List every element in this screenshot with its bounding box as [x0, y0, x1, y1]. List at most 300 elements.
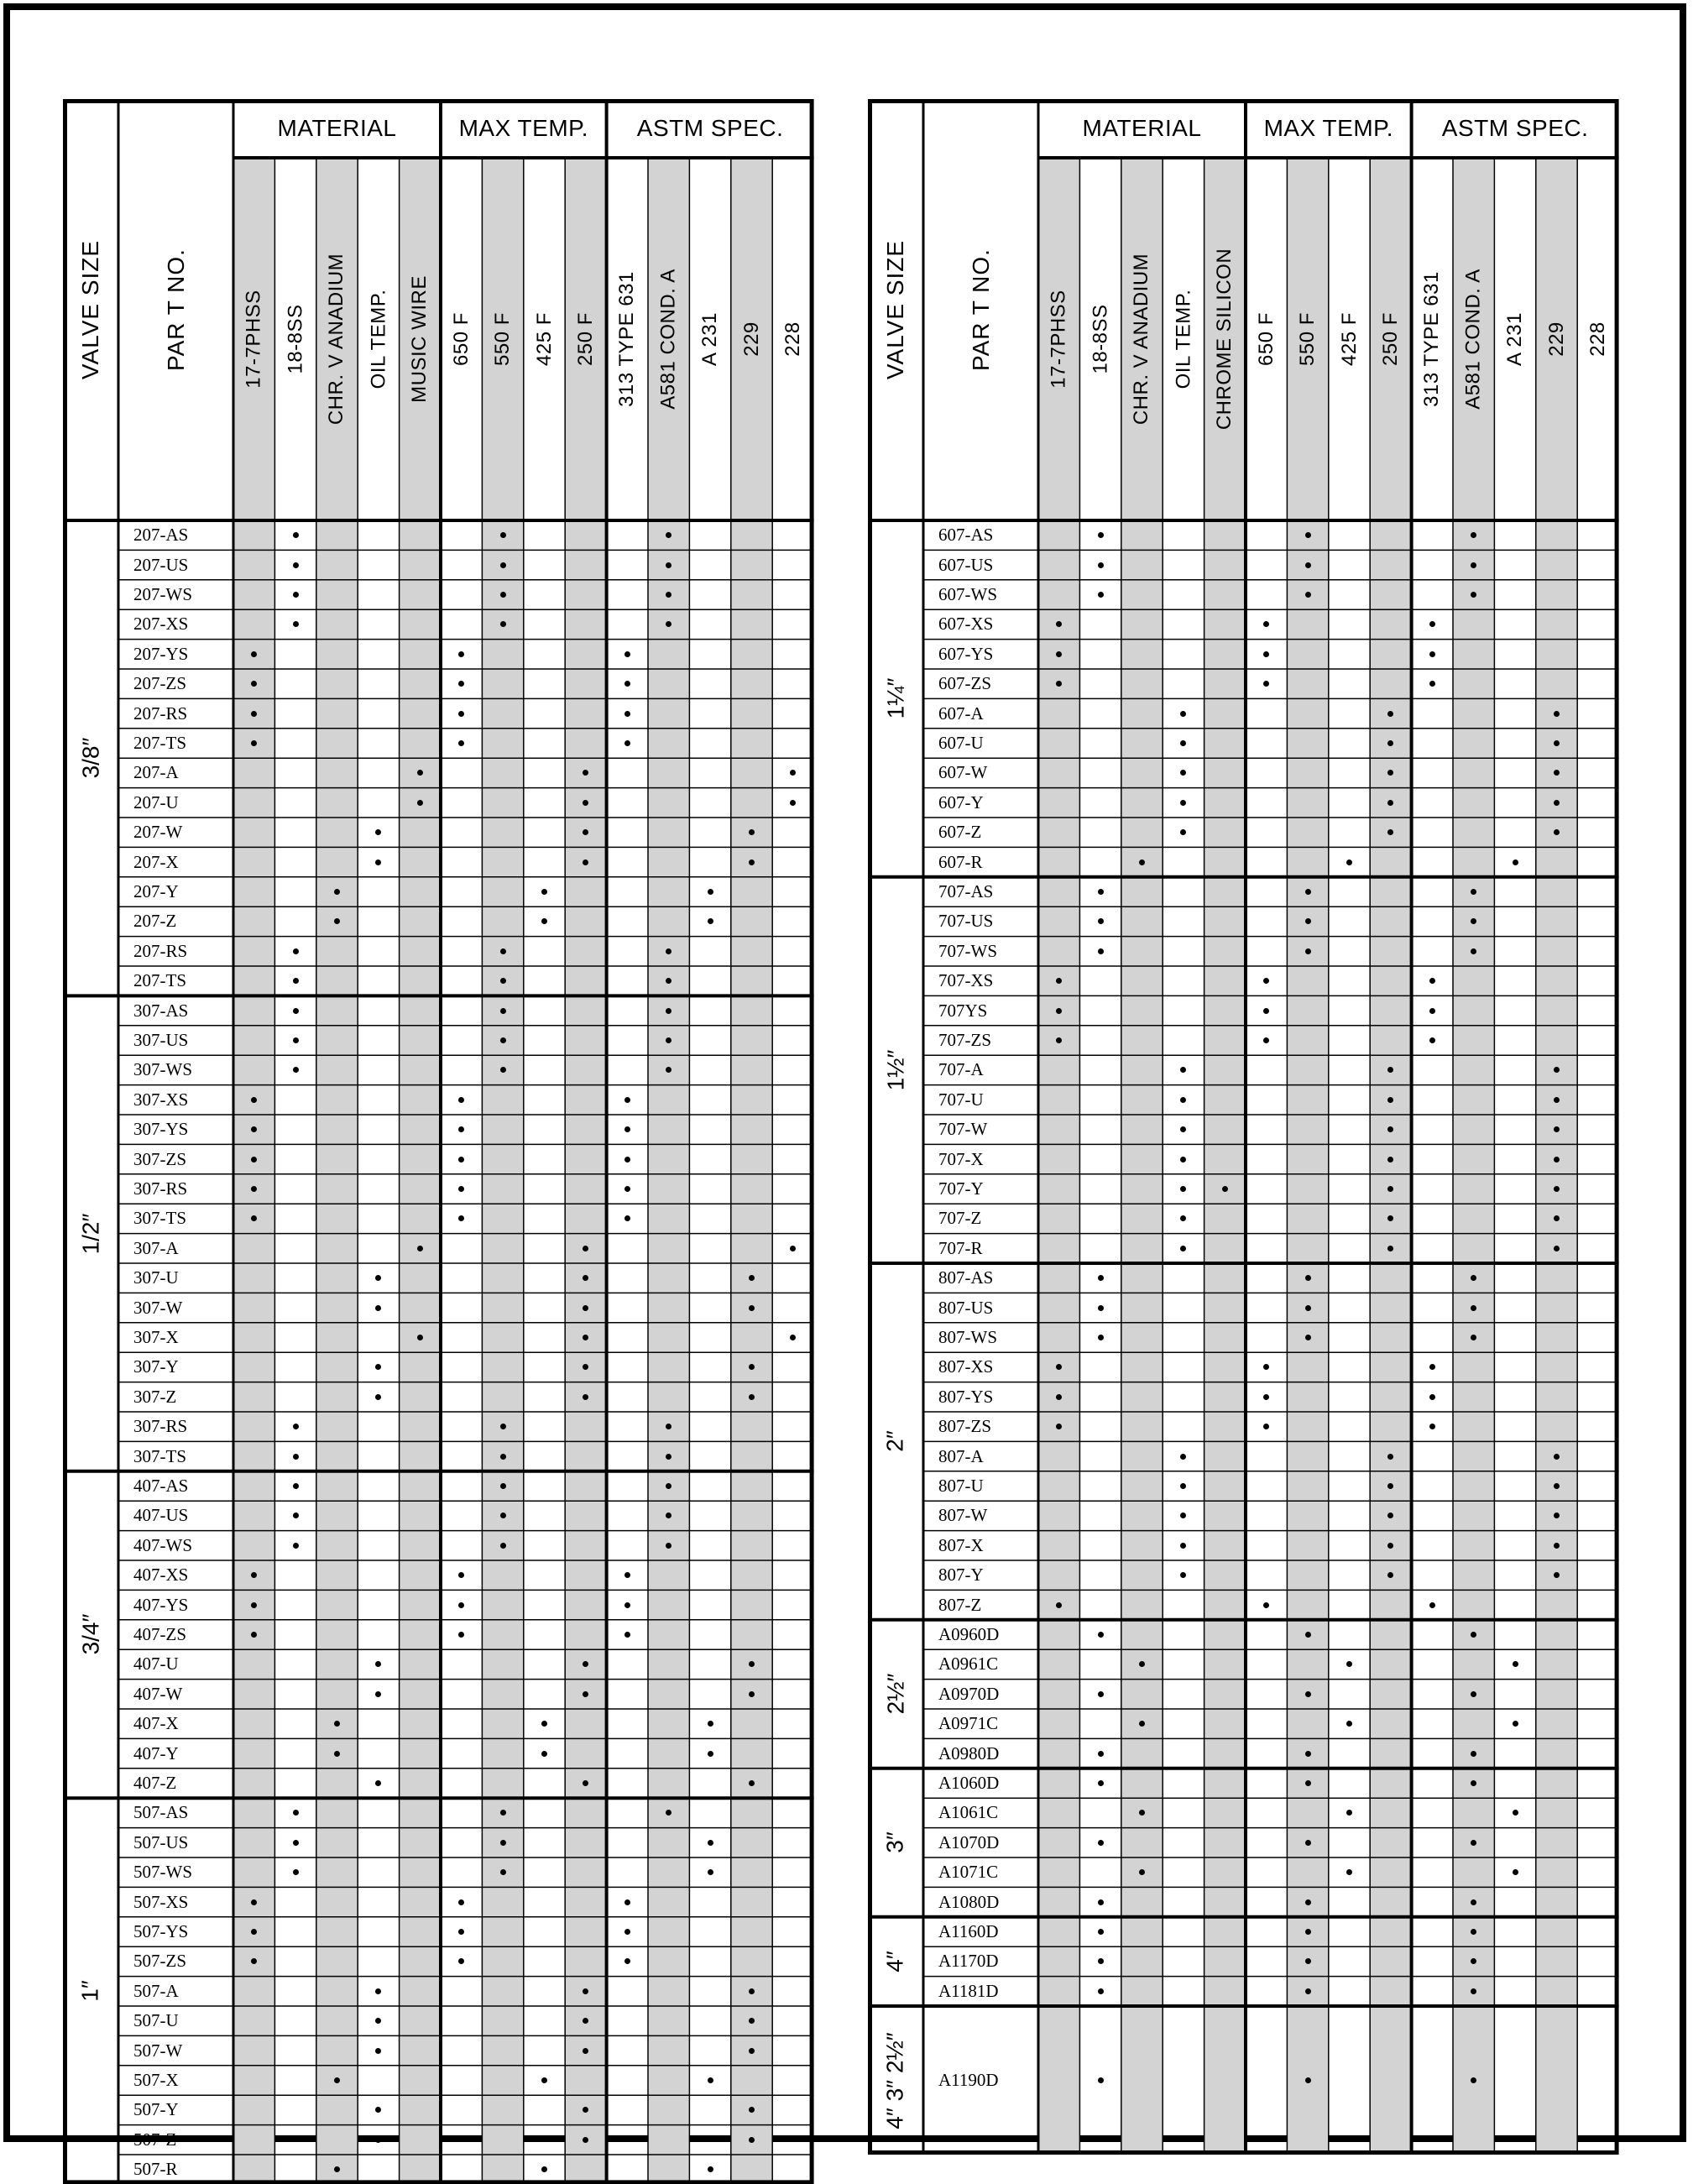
column-header [358, 158, 399, 520]
part-number: 207-ZS [133, 673, 186, 694]
spec-mark [500, 978, 506, 984]
spec-mark [624, 1186, 630, 1192]
column-header [1038, 158, 1079, 520]
part-number: 207-W [133, 822, 183, 843]
part-number: 707-A [938, 1059, 984, 1080]
spec-mark [1098, 948, 1104, 954]
spec-mark [583, 859, 588, 865]
valve-size-cell [63, 995, 118, 1471]
column-header [772, 158, 813, 520]
part-number: 307-ZS [133, 1148, 186, 1169]
part-number: 407-US [133, 1505, 189, 1526]
column-header [482, 158, 523, 520]
spec-mark [624, 1572, 630, 1578]
column-header [1577, 158, 1618, 520]
part-number: 407-X [133, 1713, 179, 1734]
spec-mark [500, 1483, 506, 1489]
part-number: 507-R [133, 2159, 178, 2180]
spec-mark [1305, 918, 1311, 924]
spec-mark [1056, 1394, 1062, 1400]
part-number: A1080D [938, 1891, 1000, 1912]
part-no-header [118, 99, 233, 520]
column-header [1163, 158, 1204, 520]
column-header-label: 650 F [1254, 312, 1278, 366]
spec-mark [1305, 1632, 1311, 1638]
part-number: A1060D [938, 1772, 1000, 1793]
spec-mark [251, 1157, 257, 1163]
spec-mark [1305, 1929, 1311, 1935]
part-number: 807-WS [938, 1326, 997, 1347]
part-number: 707-R [938, 1237, 983, 1258]
spec-mark [708, 2166, 713, 2172]
spec-mark [708, 1721, 713, 1727]
part-number: 207-X [133, 851, 179, 872]
spec-mark [500, 1037, 506, 1043]
spec-mark [666, 948, 671, 954]
spec-mark [1429, 978, 1435, 984]
part-number: 307-TS [133, 1208, 186, 1229]
part-number: 407-YS [133, 1594, 189, 1615]
valve-size-cell [63, 1798, 118, 2184]
valve-size-label: 2½″ [882, 1673, 908, 1715]
column-header [1412, 158, 1453, 520]
part-number: A1170D [938, 1951, 999, 1972]
spec-mark [458, 1097, 464, 1103]
part-number: 507-XS [133, 1891, 189, 1912]
column-header [1329, 158, 1370, 520]
spec-mark [334, 1751, 340, 1757]
spec-mark [1305, 1305, 1311, 1311]
part-number: 707-ZS [938, 1029, 991, 1050]
part-number: 207-TS [133, 970, 186, 991]
spec-mark [293, 592, 299, 598]
spec-mark [458, 1899, 464, 1905]
valve-size-cell [868, 1620, 923, 1769]
spec-mark [583, 2048, 588, 2054]
spec-mark [1305, 562, 1311, 568]
part-number: 307-A [133, 1237, 179, 1258]
valve-size-cell [868, 877, 923, 1263]
spec-mark [500, 1810, 506, 1816]
spec-mark [500, 621, 506, 627]
spec-mark [749, 2048, 755, 2054]
spec-mark [1098, 1275, 1104, 1281]
part-number: 407-Z [133, 1772, 177, 1793]
spec-mark [334, 2077, 340, 2083]
spec-mark [666, 1008, 671, 1014]
part-number: 307-XS [133, 1089, 189, 1110]
column-header-label: 650 F [449, 312, 473, 366]
part-number: A1190D [938, 2070, 999, 2090]
spec-mark [1098, 1988, 1104, 1994]
part-number: 807-A [938, 1445, 984, 1466]
spec-mark [458, 1157, 464, 1163]
part-number: 407-W [133, 1683, 183, 1704]
spec-mark [1056, 1602, 1062, 1608]
part-number: 307-Z [133, 1386, 177, 1407]
part-number: 307-U [133, 1267, 179, 1288]
valve-size-header [868, 99, 923, 520]
spec-mark [293, 978, 299, 984]
spec-mark [1513, 1721, 1518, 1727]
column-header-label: 17-7PHSS [1047, 290, 1070, 389]
spec-mark [293, 1543, 299, 1549]
spec-mark [500, 532, 506, 538]
valve-size-label: 4″ [881, 1951, 908, 1972]
spec-mark [1098, 1840, 1104, 1846]
spec-mark [1180, 711, 1186, 717]
valve-size-cell [868, 1263, 923, 1620]
valve-size-label: 1/2″ [77, 1213, 103, 1254]
column-header [648, 158, 689, 520]
part-number: 707-X [938, 1148, 984, 1169]
spec-mark [749, 1305, 755, 1311]
spec-mark [624, 740, 630, 746]
part-number: 607-US [938, 554, 994, 575]
part-number: A1181D [938, 1980, 999, 2001]
spec-mark [1471, 1988, 1476, 1994]
column-header [689, 158, 730, 520]
spec-mark [293, 562, 299, 568]
group-header: ASTM SPEC. [1441, 115, 1589, 141]
part-number: 407-ZS [133, 1623, 186, 1644]
spec-mark [1554, 800, 1560, 806]
column-header [1453, 158, 1494, 520]
column-header [316, 158, 358, 520]
valve-spec-table-left [63, 99, 814, 2184]
spec-mark [417, 1335, 423, 1340]
spec-mark [1098, 1691, 1104, 1697]
column-header [441, 158, 482, 520]
spec-mark [1305, 1988, 1311, 1994]
spec-mark [1098, 1958, 1104, 1964]
spec-mark [375, 2048, 381, 2054]
valve-size-label: 1½″ [882, 1049, 908, 1091]
spec-mark [1098, 532, 1104, 538]
part-number: 707-U [938, 1089, 984, 1110]
spec-mark [500, 1454, 506, 1460]
spec-mark [375, 1305, 381, 1311]
spec-mark [1471, 948, 1476, 954]
spec-mark [624, 1126, 630, 1132]
spec-mark [1429, 1037, 1435, 1043]
spec-mark [624, 1632, 630, 1638]
spec-mark [624, 1602, 630, 1608]
spec-mark [458, 711, 464, 717]
spec-mark [1429, 1008, 1435, 1014]
column-header-label: CHR. V ANADIUM [1130, 253, 1153, 426]
column-header-label: A 231 [1503, 312, 1527, 366]
spec-mark [1305, 1751, 1311, 1757]
spec-mark [1346, 859, 1352, 865]
part-number: 507-AS [133, 1802, 189, 1823]
part-number: A0970D [938, 1683, 1000, 1704]
spec-mark [293, 1008, 299, 1014]
spec-mark [708, 1840, 713, 1846]
column-header-label: 18-8SS [284, 304, 307, 374]
part-number: A1061C [938, 1802, 999, 1823]
part-no-header-label: PAR T NO. [162, 248, 189, 371]
spec-mark [334, 889, 340, 895]
spec-mark [293, 1840, 299, 1846]
spec-mark [1471, 1840, 1476, 1846]
group-header: MAX TEMP. [1263, 115, 1393, 141]
spec-mark [417, 800, 423, 806]
spec-mark [1098, 1929, 1104, 1935]
spec-mark [1098, 889, 1104, 895]
valve-size-cell [868, 1917, 923, 2006]
spec-mark [1471, 1751, 1476, 1757]
valve-size-cell [63, 1471, 118, 1798]
part-number: 407-AS [133, 1475, 189, 1496]
spec-mark [666, 1454, 671, 1460]
spec-mark [1471, 562, 1476, 568]
spec-mark [1387, 1157, 1393, 1163]
column-header-label: 228 [781, 321, 804, 357]
spec-mark [1554, 1483, 1560, 1489]
valve-spec-table-right [868, 99, 1619, 2155]
column-header-label: 228 [1586, 321, 1609, 357]
part-number: 207-A [133, 762, 179, 783]
part-number: 607-Y [938, 792, 984, 812]
spec-mark [1471, 1305, 1476, 1311]
spec-mark [1554, 1097, 1560, 1103]
spec-mark [293, 1869, 299, 1875]
column-header-label: 425 F [1337, 312, 1361, 366]
part-number: A0980D [938, 1742, 1000, 1763]
part-number: 507-WS [133, 1862, 192, 1883]
part-number: 707-US [938, 911, 994, 932]
column-header-label: A581 COND. A [656, 269, 680, 410]
column-header-label: CHROME SILICON [1213, 248, 1236, 431]
valve-size-header-label: VALVE SIZE [77, 239, 104, 380]
spec-mark [293, 621, 299, 627]
column-header [1287, 158, 1328, 520]
spec-mark [251, 1602, 257, 1608]
valve-size-header [63, 99, 118, 520]
spec-mark [500, 948, 506, 954]
spec-mark [1429, 651, 1435, 657]
spec-mark [1387, 1454, 1393, 1460]
spec-mark [500, 562, 506, 568]
valve-size-cell [868, 2006, 923, 2155]
spec-mark [1429, 1602, 1435, 1608]
part-number: 507-Y [133, 2099, 179, 2120]
spec-mark [1554, 1246, 1560, 1251]
part-number: A1160D [938, 1920, 999, 1941]
spec-mark [666, 562, 671, 568]
group-header: ASTM SPEC. [636, 115, 784, 141]
part-number: 507-U [133, 2010, 179, 2031]
column-header [400, 158, 441, 520]
valve-size-cell [63, 520, 118, 995]
spec-mark [1222, 1186, 1228, 1192]
valve-size-label: 3/4″ [77, 1614, 103, 1655]
column-header-label: 250 F [1378, 312, 1402, 366]
column-header [1536, 158, 1577, 520]
part-number: 307-US [133, 1029, 189, 1050]
column-header-label: 18-8SS [1089, 304, 1112, 374]
part-number: 507-W [133, 2040, 183, 2061]
part-number: 607-U [938, 732, 984, 753]
part-number: 207-XS [133, 614, 189, 635]
spec-mark [1263, 1394, 1269, 1400]
spec-mark [708, 918, 713, 924]
spec-mark [1513, 1869, 1518, 1875]
spec-mark [251, 651, 257, 657]
part-number: 407-Y [133, 1742, 179, 1763]
spec-mark [1554, 1186, 1560, 1192]
spec-mark [1554, 740, 1560, 746]
part-number: 707-XS [938, 970, 994, 991]
spec-mark [541, 2077, 547, 2083]
spec-mark [500, 1424, 506, 1429]
spec-mark [1471, 1691, 1476, 1697]
spec-mark [749, 2137, 755, 2143]
valve-size-label: 2″ [881, 1430, 908, 1453]
spec-mark [1305, 889, 1311, 895]
spec-mark [1098, 592, 1104, 598]
part-number: 807-US [938, 1297, 994, 1318]
spec-mark [1263, 1008, 1269, 1014]
spec-mark [1098, 918, 1104, 924]
spec-mark [1098, 562, 1104, 568]
column-header [731, 158, 772, 520]
spec-mark [1513, 859, 1518, 865]
part-number: 207-YS [133, 643, 189, 664]
part-number: 707YS [938, 1000, 988, 1021]
spec-mark [375, 859, 381, 865]
spec-mark [624, 1899, 630, 1905]
valve-size-header-label: VALVE SIZE [882, 239, 909, 380]
column-header [565, 158, 606, 520]
spec-mark [749, 1394, 755, 1400]
column-header [233, 158, 274, 520]
spec-mark [293, 1454, 299, 1460]
column-header-label: CHR. V ANADIUM [325, 253, 348, 426]
part-number: 307-AS [133, 1000, 189, 1021]
column-header-label: 17-7PHSS [242, 290, 265, 389]
part-number: 807-YS [938, 1386, 994, 1407]
spec-mark [1554, 1157, 1560, 1163]
spec-mark [1098, 1899, 1104, 1905]
part-number: 807-W [938, 1505, 988, 1526]
column-header-label: 250 F [573, 312, 597, 366]
part-number: 207-TS [133, 732, 186, 753]
spec-mark [500, 592, 506, 598]
spec-mark [624, 681, 630, 687]
part-number: A0971C [938, 1713, 999, 1734]
part-no-header-label: PAR T NO. [967, 248, 994, 371]
column-header-label: A581 COND. A [1461, 269, 1485, 410]
column-header [1246, 158, 1287, 520]
part-number: 307-RS [133, 1416, 188, 1437]
part-number: A1070D [938, 1831, 1000, 1852]
part-number: 607-YS [938, 643, 994, 664]
spec-mark [1098, 1751, 1104, 1757]
spec-mark [1180, 1454, 1186, 1460]
spec-mark [1554, 1543, 1560, 1549]
spec-mark [1554, 1454, 1560, 1460]
spec-mark [1139, 859, 1145, 865]
part-number: 207-WS [133, 583, 192, 604]
part-number: 407-WS [133, 1534, 192, 1555]
spec-mark [666, 1543, 671, 1549]
spec-mark [708, 1751, 713, 1757]
spec-mark [749, 1780, 755, 1786]
column-header [1204, 158, 1246, 520]
spec-mark [1554, 711, 1560, 717]
column-header [524, 158, 565, 520]
spec-mark [1429, 1394, 1435, 1400]
spec-mark [624, 1929, 630, 1935]
spec-mark [1387, 711, 1393, 717]
spec-mark [293, 1513, 299, 1518]
spec-mark [1305, 1958, 1311, 1964]
column-header-label: 550 F [491, 312, 515, 366]
part-number: 507-YS [133, 1920, 189, 1941]
part-number: 807-AS [938, 1267, 994, 1288]
spec-mark [1305, 948, 1311, 954]
spec-mark [1305, 592, 1311, 598]
column-header-label: 229 [1544, 321, 1568, 357]
spec-mark [1098, 1305, 1104, 1311]
spec-mark [1263, 1602, 1269, 1608]
spec-mark [293, 1067, 299, 1073]
part-number: 807-Y [938, 1565, 984, 1586]
part-number: 807-ZS [938, 1416, 991, 1437]
part-number: 507-A [133, 1980, 179, 2001]
part-number: 307-Y [133, 1356, 179, 1377]
valve-size-label: 3/8″ [77, 737, 103, 779]
spec-mark [541, 1751, 547, 1757]
part-number: 707-Z [938, 1208, 982, 1229]
column-header-label: OIL TEMP. [366, 289, 389, 389]
spec-mark [500, 1008, 506, 1014]
spec-mark [500, 1869, 506, 1875]
spec-mark [1056, 651, 1062, 657]
spec-mark [500, 1513, 506, 1518]
spec-mark [500, 1067, 506, 1073]
spec-mark [624, 1157, 630, 1163]
spec-mark [1513, 1661, 1518, 1667]
spec-mark [1305, 1691, 1311, 1697]
part-number: 207-U [133, 792, 179, 812]
part-number: A0961C [938, 1654, 999, 1675]
part-number: 207-RS [133, 703, 188, 724]
column-header-label: 229 [739, 321, 763, 357]
part-number: 207-RS [133, 940, 188, 961]
part-number: 307-X [133, 1326, 179, 1347]
spec-mark [1305, 1335, 1311, 1340]
column-header [1079, 158, 1121, 520]
part-number: 607-A [938, 703, 984, 724]
spec-mark [749, 1691, 755, 1697]
column-header [1494, 158, 1535, 520]
spec-mark [1098, 1335, 1104, 1340]
column-header-label: 550 F [1296, 312, 1319, 366]
part-number: 507-Z [133, 2129, 177, 2150]
spec-mark [624, 651, 630, 657]
spec-mark [1305, 1275, 1311, 1281]
valve-size-cell [868, 1769, 923, 1917]
column-header-label: 313 TYPE 631 [1420, 271, 1444, 407]
column-header [1121, 158, 1163, 520]
spec-mark [293, 532, 299, 538]
spec-mark [541, 889, 547, 895]
spec-mark [708, 2077, 713, 2083]
spec-mark [293, 948, 299, 954]
